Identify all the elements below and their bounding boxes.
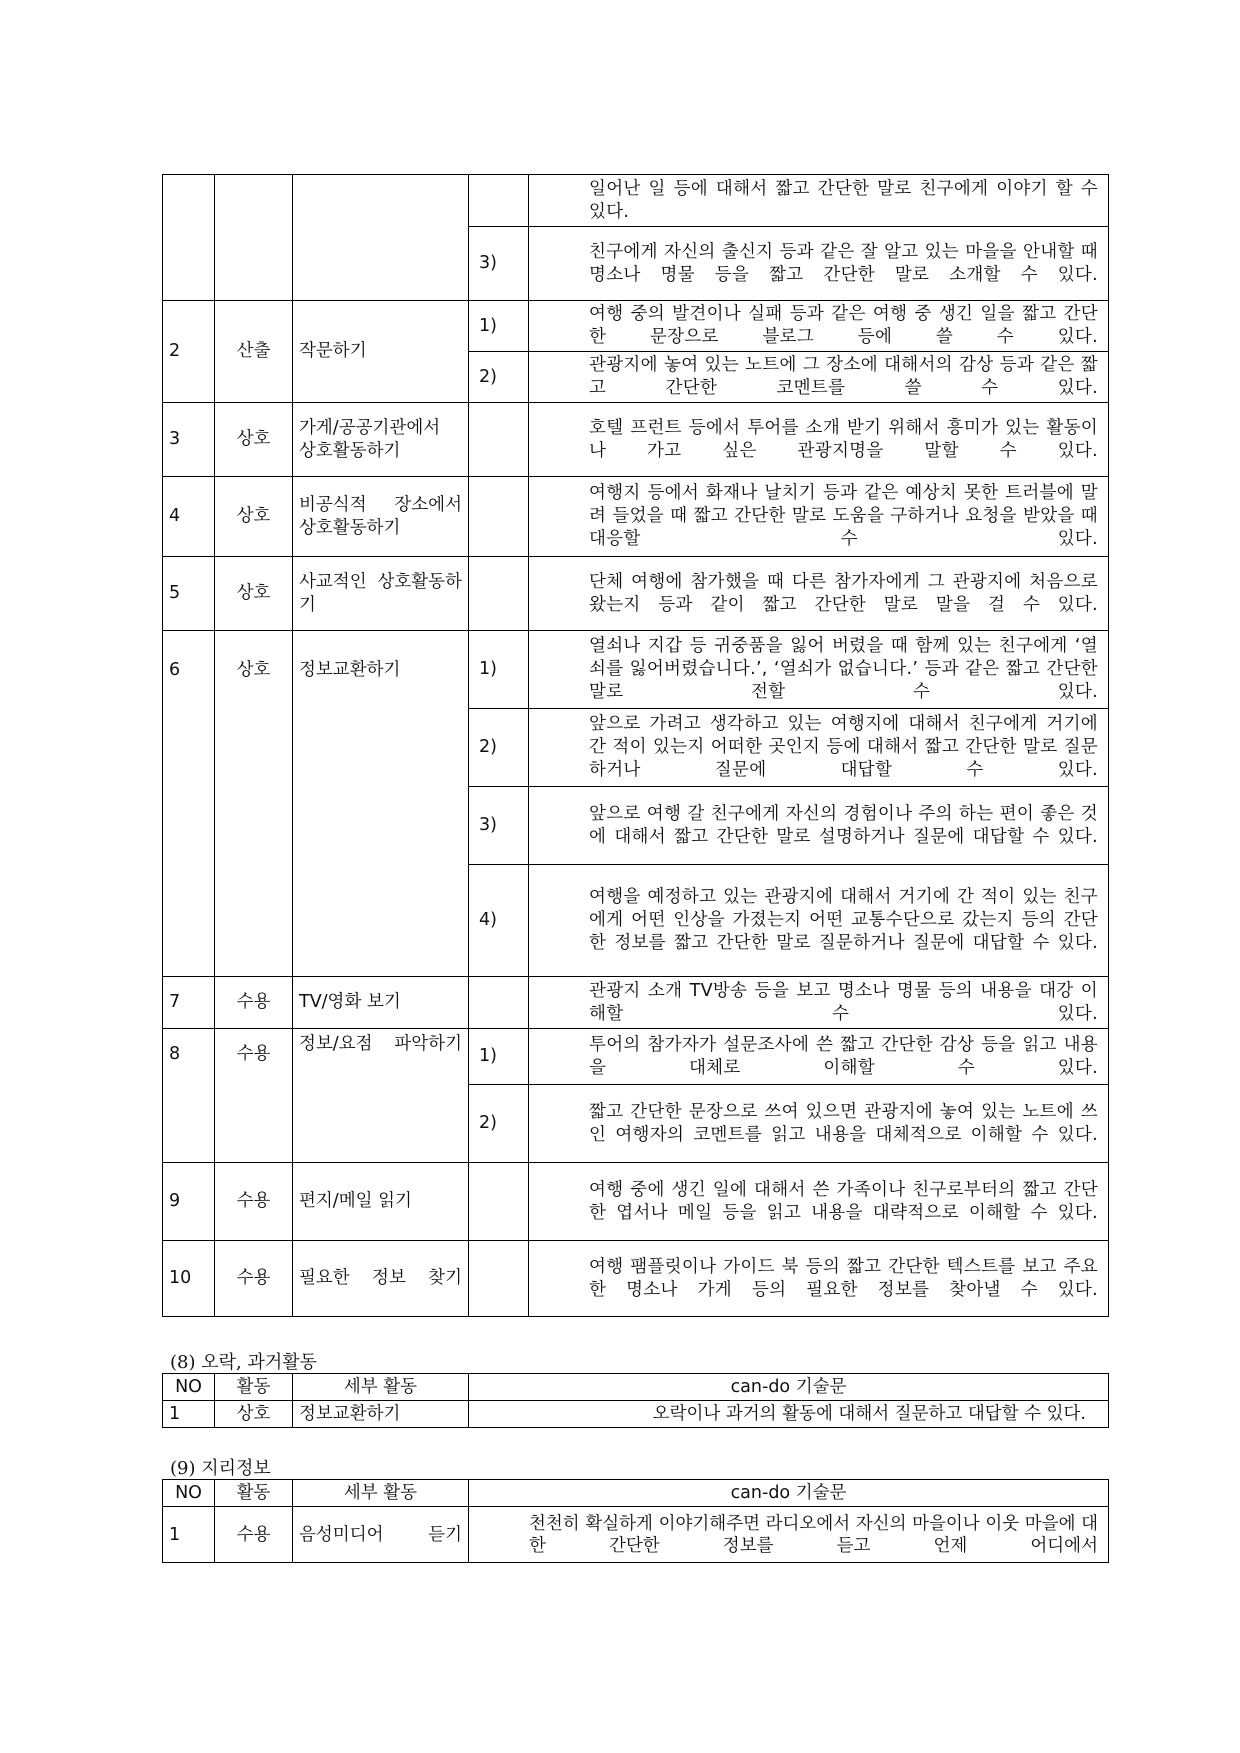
item-number: 2): [469, 709, 529, 787]
header-activity: 활동: [215, 1374, 293, 1401]
row-no: 2: [163, 301, 215, 403]
table-row: [163, 631, 1109, 709]
item-description: 여행 팸플릿이나 가이드 북 등의 짧고 간단한 텍스트를 보고 주요한 명소나 가게 등의 필요한 정보를 찾아낼 수 있다.: [529, 1241, 1109, 1317]
row-description: 오락이나 과거의 활동에 대해서 질문하고 대답할 수 있다.: [469, 1401, 1109, 1428]
item-description: 일어난 일 등에 대해서 짧고 간단한 말로 친구에게 이야기 할 수 있다.: [529, 175, 1109, 227]
header-detail: 세부 활동: [293, 1374, 469, 1401]
item-description: 친구에게 자신의 출신지 등과 같은 잘 알고 있는 마을을 안내할 때 명소나 명물 등을 짧고 간단한 말로 소개할 수 있다.: [529, 227, 1109, 301]
item-description: 투어의 참가자가 설문조사에 쓴 짧고 간단한 감상 등을 읽고 내용을 대체로 이해할 수 있다.: [529, 1029, 1109, 1085]
row-detail: 정보교환하기: [293, 631, 469, 977]
item-number: 3): [469, 787, 529, 865]
header-description: can-do 기술문: [469, 1480, 1109, 1507]
row-no: 8: [163, 1029, 215, 1163]
row-no: [163, 175, 215, 301]
row-activity: 상호: [215, 403, 293, 477]
row-detail: TV/영화 보기: [293, 977, 469, 1029]
table-row: [163, 1163, 1109, 1241]
item-description: 여행 중의 발견이나 실패 등과 같은 여행 중 생긴 일을 짧고 간단한 문장으로 블로그 등에 쓸 수 있다.: [529, 301, 1109, 352]
row-no: 1: [163, 1507, 215, 1563]
item-number: 2): [469, 352, 529, 403]
header-no: NO: [163, 1374, 215, 1401]
table-row: [163, 1401, 1109, 1428]
item-description: 앞으로 여행 갈 친구에게 자신의 경험이나 주의 하는 편이 좋은 것에 대해서 짧고 간단한 말로 설명하거나 질문에 대답할 수 있다.: [529, 787, 1109, 865]
item-description: 여행지 등에서 화재나 날치기 등과 같은 예상치 못한 트러블에 말려 들었을 때 짧고 간단한 말로 도움을 구하거나 요청을 받았을 때 대응할 수 있다.: [529, 477, 1109, 557]
row-detail: 필요한 정보 찾기: [293, 1241, 469, 1317]
table-row: [163, 301, 1109, 352]
row-no: 1: [163, 1401, 215, 1428]
row-no: 10: [163, 1241, 215, 1317]
row-no: 5: [163, 557, 215, 631]
item-number: 1): [469, 631, 529, 709]
row-detail: 가게/공공기관에서 상호활동하기: [293, 403, 469, 477]
item-number: [469, 1163, 529, 1241]
row-detail: 음성미디어 듣기: [293, 1507, 469, 1563]
item-number: 3): [469, 227, 529, 301]
row-detail: 정보/요점 파악하기: [293, 1029, 469, 1163]
row-description: 천천히 확실하게 이야기해주면 라디오에서 자신의 마을이나 이웃 마을에 대한 간단한 정보를 듣고 언제 어디에서: [469, 1507, 1109, 1563]
header-activity: 활동: [215, 1480, 293, 1507]
item-description: 열쇠나 지갑 등 귀중품을 잃어 버렸을 때 함께 있는 친구에게 ‘열쇠를 잃어버렸습니다.’, ‘열쇠가 없습니다.’ 등과 같은 짧고 간단한 말로 전할 수 있다.: [529, 631, 1109, 709]
row-detail: 작문하기: [293, 301, 469, 403]
item-number: [469, 175, 529, 227]
row-no: 4: [163, 477, 215, 557]
header-no: NO: [163, 1480, 215, 1507]
table-row: [163, 175, 1109, 227]
row-activity: 수용: [215, 977, 293, 1029]
row-no: 6: [163, 631, 215, 977]
row-activity: 상호: [215, 1401, 293, 1428]
item-description: 단체 여행에 참가했을 때 다른 참가자에게 그 관광지에 처음으로 왔는지 등과 같이 짧고 간단한 말로 말을 걸 수 있다.: [529, 557, 1109, 631]
item-description: 앞으로 가려고 생각하고 있는 여행지에 대해서 친구에게 거기에 간 적이 있는지 어떠한 곳인지 등에 대해서 짧고 간단한 말로 질문하거나 질문에 대답할 수 있다.: [529, 709, 1109, 787]
section-8-table: [162, 1373, 1109, 1428]
item-number: 1): [469, 1029, 529, 1085]
row-activity: 상호: [215, 477, 293, 557]
row-activity: 수용: [215, 1163, 293, 1241]
table-row: [163, 557, 1109, 631]
item-description: 짧고 간단한 문장으로 쓰여 있으면 관광지에 놓여 있는 노트에 쓰인 여행자의 코멘트를 읽고 내용을 대체적으로 이해할 수 있다.: [529, 1085, 1109, 1163]
row-detail: [293, 175, 469, 301]
table-row: [163, 403, 1109, 477]
table-row: [163, 1241, 1109, 1317]
row-activity: 수용: [215, 1029, 293, 1163]
row-activity: 상호: [215, 631, 293, 977]
table-row: [163, 1507, 1109, 1563]
row-no: 7: [163, 977, 215, 1029]
item-description: 호텔 프런트 등에서 투어를 소개 받기 위해서 흥미가 있는 활동이나 가고 싶은 관광지명을 말할 수 있다.: [529, 403, 1109, 477]
header-detail: 세부 활동: [293, 1480, 469, 1507]
row-activity: 상호: [215, 557, 293, 631]
row-no: 3: [163, 403, 215, 477]
table-header-row: [163, 1374, 1109, 1401]
row-no: 9: [163, 1163, 215, 1241]
row-detail: 비공식적 장소에서 상호활동하기: [293, 477, 469, 557]
row-activity: 수용: [215, 1507, 293, 1563]
item-number: 4): [469, 865, 529, 977]
table-row: [163, 477, 1109, 557]
item-number: [469, 403, 529, 477]
row-detail: 편지/메일 읽기: [293, 1163, 469, 1241]
item-description: 관광지에 놓여 있는 노트에 그 장소에 대해서의 감상 등과 같은 짧고 간단한 코멘트를 쓸 수 있다.: [529, 352, 1109, 403]
row-activity: [215, 175, 293, 301]
item-number: 1): [469, 301, 529, 352]
item-description: 여행을 예정하고 있는 관광지에 대해서 거기에 간 적이 있는 친구에게 어떤 인상을 가졌는지 어떤 교통수단으로 갔는지 등의 간단한 정보를 짧고 간단한 말로 질문하거나 질문에 대답할 수 있다.: [529, 865, 1109, 977]
table-header-row: [163, 1480, 1109, 1507]
row-detail: 정보교환하기: [293, 1401, 469, 1428]
item-description: 관광지 소개 TV방송 등을 보고 명소나 명물 등의 내용을 대강 이해할 수 있다.: [529, 977, 1109, 1029]
row-activity: 산출: [215, 301, 293, 403]
item-number: 2): [469, 1085, 529, 1163]
table-row: [163, 977, 1109, 1029]
section-9-table: [162, 1479, 1109, 1563]
item-number: [469, 557, 529, 631]
header-description: can-do 기술문: [469, 1374, 1109, 1401]
item-number: [469, 977, 529, 1029]
row-detail: 사교적인 상호활동하기: [293, 557, 469, 631]
item-number: [469, 1241, 529, 1317]
table-row: [163, 1029, 1109, 1085]
section-8-caption: (8) 오락, 과거활동: [170, 1352, 317, 1373]
item-description: 여행 중에 생긴 일에 대해서 쓴 가족이나 친구로부터의 짧고 간단한 엽서나 메일 등을 읽고 내용을 대략적으로 이해할 수 있다.: [529, 1163, 1109, 1241]
can-do-table: [162, 174, 1109, 1317]
item-number: [469, 477, 529, 557]
section-9-caption: (9) 지리정보: [170, 1458, 271, 1479]
row-activity: 수용: [215, 1241, 293, 1317]
